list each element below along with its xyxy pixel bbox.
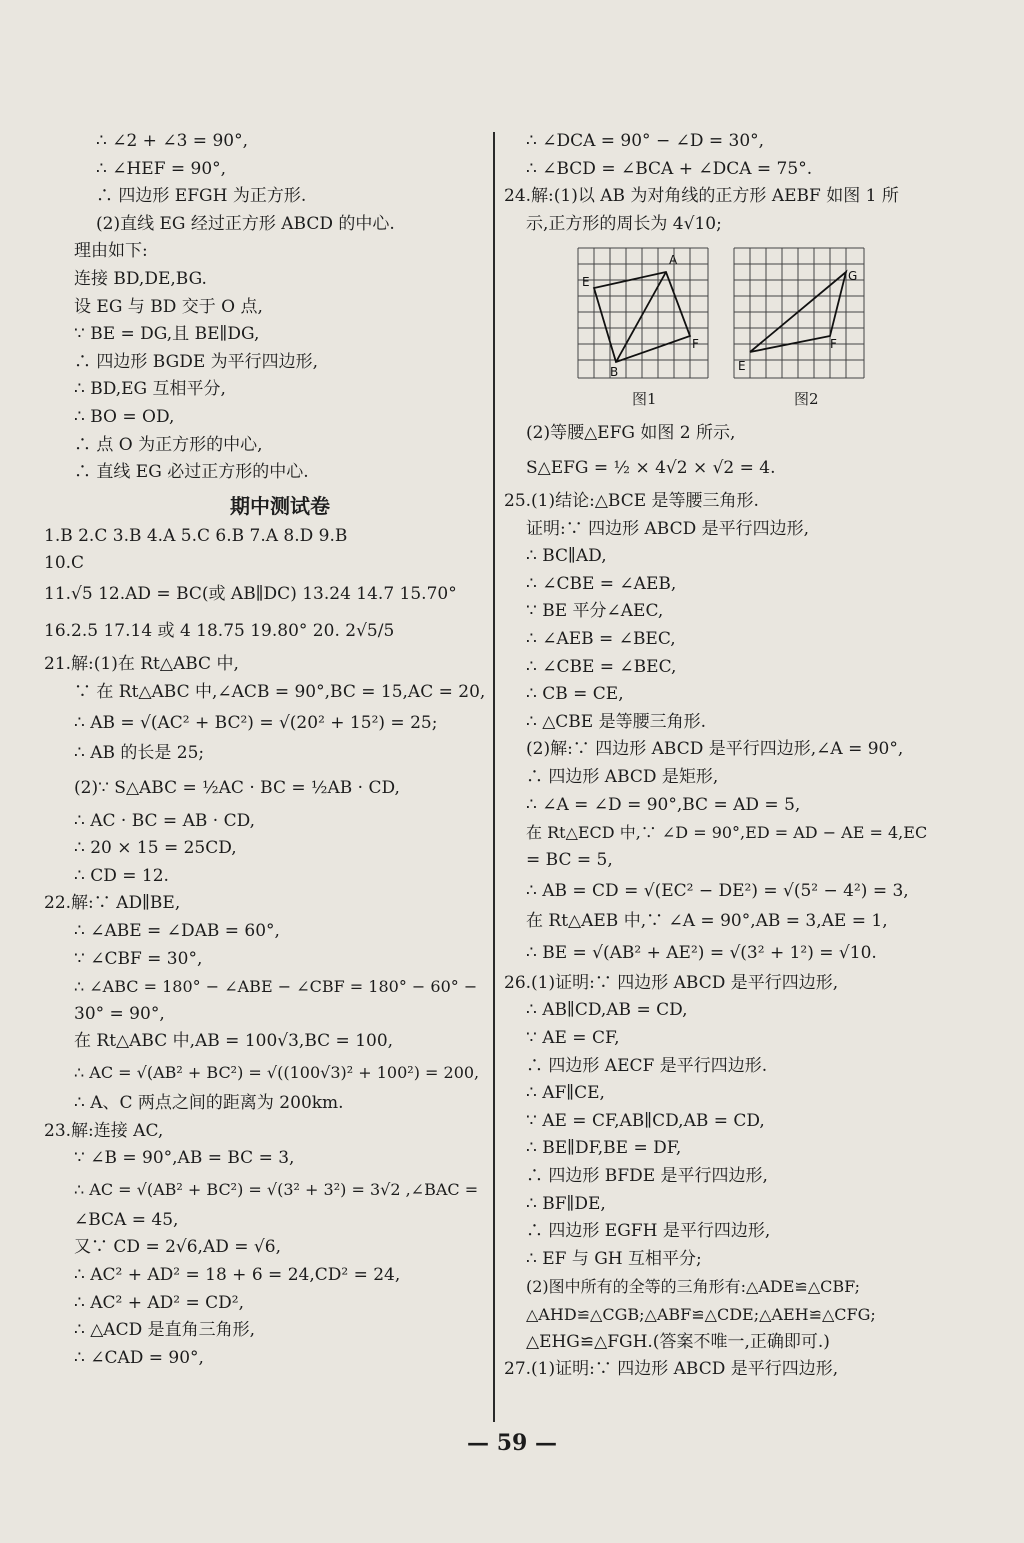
figure-2 (732, 246, 868, 382)
solution-line: ∴ AC · BC = AB · CD, (74, 810, 255, 831)
solution-line: ∴ AC = √(AB² + BC²) = √((100√3)² + 100²) = 200, (74, 1063, 480, 1083)
solution-line: ∴ AC² + AD² = 18 + 6 = 24,CD² = 24, (74, 1265, 401, 1285)
text-line: ∴ CB = CE, (526, 684, 624, 705)
solution-line: 30° = 90°, (74, 1003, 165, 1024)
text-line: 24.解:(1)以 AB 为对角线的正方形 AEBF 如图 1 所 (504, 186, 899, 207)
solution-line: ∴ AC = √(AB² + BC²) = √(3² + 3²) = 3√2 ,∠BAC = (74, 1179, 479, 1199)
text-line: ∴ 直线 EG 必过正方形的中心. (74, 462, 309, 483)
figures (504, 246, 954, 416)
text-line: ∴ △CBE 是等腰三角形. (526, 711, 707, 732)
text-line: ∴ 四边形 ABCD 是矩形, (526, 766, 719, 787)
text-line: = BC = 5, (526, 849, 613, 870)
grid-figure-2-icon (732, 246, 868, 382)
text-line: (2)直线 EG 经过正方形 ABCD 的中心. (96, 213, 395, 234)
text-line: ∴ BC∥AD, (526, 546, 607, 567)
text-line: ∴ BE∥DF,BE = DF, (526, 1138, 682, 1159)
text-line: ∴ ∠HEF = 90°, (96, 158, 227, 179)
text-line: ∴ ∠AEB = ∠BEC, (526, 628, 676, 649)
answer-line: 11.√5 12.AD = BC(或 AB∥DC) 13.24 14.7 15.70° (44, 583, 457, 604)
svg-text:G: G (848, 269, 858, 284)
solution-line: 23.解:连接 AC, (44, 1120, 164, 1141)
svg-text:E: E (738, 359, 746, 374)
text-line: △AHD≌△CGB;△ABF≌△CDE;△AEH≌△CFG; (526, 1305, 876, 1324)
text-line: 27.(1)证明:∵ 四边形 ABCD 是平行四边形, (504, 1359, 839, 1380)
solution-line: ∴ △ACD 是直角三角形, (74, 1320, 256, 1341)
text-line: 示,正方形的周长为 4√10; (526, 213, 722, 234)
text-line: ∴ AB = CD = √(EC² − DE²) = √(5² − 4²) = 3, (526, 881, 909, 902)
solution-line: (2)∵ S△ABC = ½AC · BC = ½AB · CD, (74, 777, 400, 798)
text-line: 在 Rt△ECD 中,∵ ∠D = 90°,ED = AD − AE = 4,EC (526, 823, 928, 843)
svg-text:B: B (610, 365, 619, 380)
column-divider (493, 132, 495, 1422)
text-line: 25.(1)结论:△BCE 是等腰三角形. (504, 490, 759, 511)
grid-figure-1-icon (576, 246, 712, 382)
text-line: 理由如下: (74, 241, 148, 262)
text-line: S△EFG = ½ × 4√2 × √2 = 4. (526, 457, 776, 478)
text-line: ∵ AE = CF, (526, 1028, 620, 1049)
answer-line: 16.2.5 17.14 或 4 18.75 19.80° 20. 2√5/5 (44, 620, 395, 641)
text-line: ∴ 四边形 EGFH 是平行四边形, (526, 1221, 771, 1242)
text-line: ∴ AB∥CD,AB = CD, (526, 1000, 688, 1021)
text-line: ∴ ∠CBE = ∠BEC, (526, 656, 677, 677)
solution-line: ∵ ∠CBF = 30°, (74, 948, 203, 969)
text-line: ∴ ∠BCD = ∠BCA + ∠DCA = 75°. (526, 158, 813, 179)
svg-text:E: E (582, 275, 590, 290)
text-line: ∴ AF∥CE, (526, 1083, 605, 1104)
figure-1 (576, 246, 712, 382)
text-line: ∴ BO = OD, (74, 406, 175, 427)
text-line: ∴ BF∥DE, (526, 1193, 606, 1214)
answer-line: 1.B 2.C 3.B 4.A 5.C 6.B 7.A 8.D 9.B (44, 525, 348, 546)
solution-line: ∴ ∠CAD = 90°, (74, 1347, 204, 1368)
solution-line: ∴ AC² + AD² = CD², (74, 1292, 244, 1313)
answer-line: 10.C (44, 553, 85, 574)
svg-text:F: F (830, 337, 837, 352)
text-line: △EHG≌△FGH.(答案不唯一,正确即可.) (526, 1331, 830, 1352)
text-line: (2)等腰△EFG 如图 2 所示, (526, 423, 736, 444)
svg-text:F: F (692, 337, 699, 352)
text-line: ∵ AE = CF,AB∥CD,AB = CD, (526, 1110, 765, 1131)
figure-2-caption: 图2 (794, 390, 819, 409)
text-line: 连接 BD,DE,BG. (74, 268, 207, 289)
text-line: ∴ BE = √(AB² + AE²) = √(3² + 1²) = √10. (526, 942, 877, 963)
text-line: ∴ ∠2 + ∠3 = 90°, (96, 131, 248, 151)
text-line: ∴ 四边形 BFDE 是平行四边形, (526, 1166, 768, 1187)
solution-line: ∠BCA = 45, (74, 1209, 179, 1230)
text-line: ∵ BE = DG,且 BE∥DG, (74, 324, 260, 345)
solution-line: ∴ AB = √(AC² + BC²) = √(20² + 15²) = 25; (74, 713, 438, 734)
text-line: ∴ 四边形 EFGH 为正方形. (96, 186, 307, 207)
text-line: 证明:∵ 四边形 ABCD 是平行四边形, (526, 518, 810, 539)
page-number: — 59 — (467, 1430, 557, 1456)
solution-line: 在 Rt△ABC 中,AB = 100√3,BC = 100, (74, 1031, 394, 1052)
right-column (504, 128, 954, 1384)
section-title: 期中测试卷 (230, 493, 330, 518)
solution-line: ∴ AB 的长是 25; (74, 743, 205, 764)
text-line: ∴ ∠CBE = ∠AEB, (526, 573, 677, 594)
left-column (44, 128, 486, 1372)
solution-line: ∵ 在 Rt△ABC 中,∠ACB = 90°,BC = 15,AC = 20, (74, 681, 486, 702)
solution-line: ∴ ∠ABE = ∠DAB = 60°, (74, 921, 280, 942)
solution-line: ∴ 20 × 15 = 25CD, (74, 838, 237, 859)
text-line: (2)图中所有的全等的三角形有:△ADE≌△CBF; (526, 1277, 861, 1297)
text-line: ∴ 四边形 AECF 是平行四边形. (526, 1055, 768, 1076)
text-line: 在 Rt△AEB 中,∵ ∠A = 90°,AB = 3,AE = 1, (526, 911, 888, 932)
solution-line: 22.解:∵ AD∥BE, (44, 893, 181, 914)
solution-line: 21.解:(1)在 Rt△ABC 中, (44, 653, 239, 674)
solution-line: ∴ ∠ABC = 180° − ∠ABE − ∠CBF = 180° − 60° − (74, 977, 478, 997)
text-line: 26.(1)证明:∵ 四边形 ABCD 是平行四边形, (504, 972, 839, 993)
solution-line: 又∵ CD = 2√6,AD = √6, (74, 1237, 281, 1258)
text-line: ∴ 点 O 为正方形的中心, (74, 434, 263, 455)
text-line: ∴ 四边形 BGDE 为平行四边形, (74, 351, 319, 372)
solution-line: ∴ A、C 两点之间的距离为 200km. (74, 1093, 344, 1114)
text-line: 设 EG 与 BD 交于 O 点, (74, 296, 263, 317)
solution-line: ∴ CD = 12. (74, 865, 169, 886)
figure-1-caption: 图1 (632, 390, 657, 409)
text-line: ∴ ∠DCA = 90° − ∠D = 30°, (526, 131, 765, 151)
text-line: ∵ BE 平分∠AEC, (526, 601, 664, 622)
text-line: ∴ BD,EG 互相平分, (74, 379, 226, 400)
svg-text:A: A (669, 253, 678, 268)
text-line: (2)解:∵ 四边形 ABCD 是平行四边形,∠A = 90°, (526, 739, 904, 760)
text-line: ∴ ∠A = ∠D = 90°,BC = AD = 5, (526, 794, 801, 815)
solution-line: ∵ ∠B = 90°,AB = BC = 3, (74, 1148, 295, 1169)
text-line: ∴ EF 与 GH 互相平分; (526, 1248, 702, 1269)
